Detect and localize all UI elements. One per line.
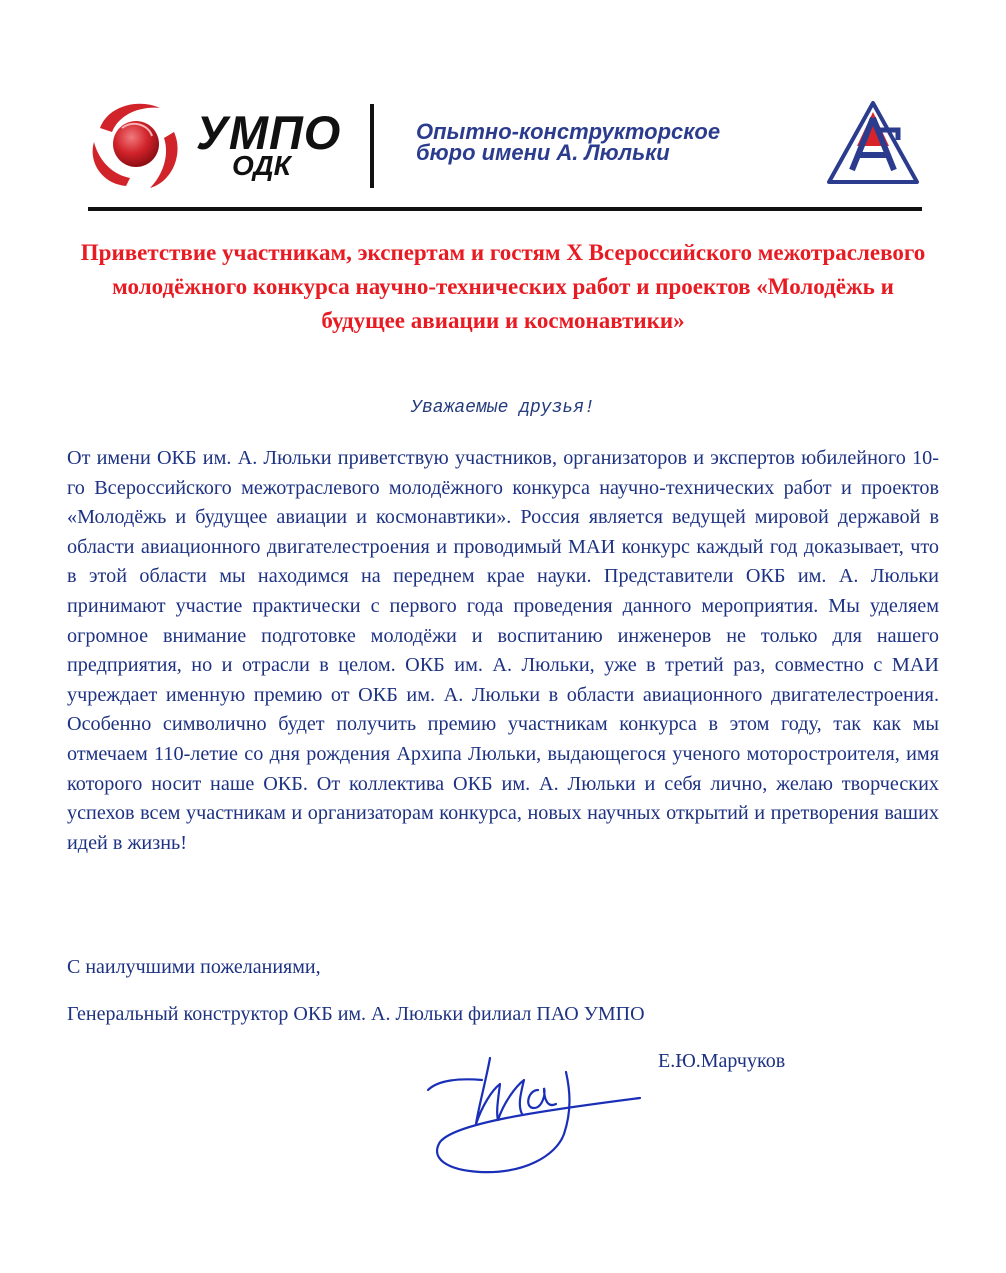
okb-name-line-2: бюро имени А. Люльки: [416, 140, 670, 165]
okb-name-line-1: Опытно-конструкторское: [416, 119, 721, 144]
signatory-position: Генеральный конструктор ОКБ им. А. Люльки филиал ПАО УМПО: [67, 1003, 645, 1025]
letter-body: От имени ОКБ им. А. Люльки приветствую участников, организаторов и экспертов юбилейного 10-го Всероссийского межотраслевого молодёжного конкурса научно-технических работ и проектов «Молодёжь и будущее авиации и космонавтики». Россия является ведущей мировой державой в области авиационного двигателестроения и проводимый МАИ конкурс каждый год доказывает, что в этой области мы находимся на переднем крае науки. Представители ОКБ им. А. Люльки принимают участие практически с первого года проведения данного мероприятия. Мы уделяем огромное внимание подготовке молодёжи и воспитанию инженеров не только для нашего предприятия, но и отрасли в целом. ОКБ им. А. Люльки, уже в третий раз, совместно с МАИ учреждает именную премию от ОКБ им. А. Люльки в области авиационного двигателестроения. Особенно символично будет получить премию участникам конкурса в этом году, так как мы отмечаем 110-летие со дня рождения Архипа Люльки, выдающегося ученого моторостроителя, имя которого носит наше ОКБ. От коллектива ОКБ им. А. Люльки и себя лично, желаю творческих успехов всем участникам и организаторам конкурса, новых научных открытий и претворения ваших идей в жизнь!: [67, 447, 939, 854]
letterhead-divider: [370, 104, 374, 188]
handwritten-signature-icon: [420, 1050, 650, 1180]
letterhead-rule: [88, 207, 922, 211]
umpo-swirl-logo-icon: [86, 98, 186, 190]
umpo-wordmark: УМПО: [196, 106, 342, 159]
signatory-name: Е.Ю.Марчуков: [658, 1050, 786, 1072]
okb-triangle-logo-icon: [826, 100, 920, 186]
letter-title: Приветствие участникам, экспертам и гостям X Всероссийского межотраслевого молодёжного конкурса научно-технических работ и проектов «Молодёжь и будущее авиации и космонавтики»: [80, 240, 926, 333]
odk-wordmark: ОДК: [232, 150, 291, 181]
salutation: Уважаемые друзья!: [411, 398, 595, 418]
letterhead: [0, 0, 1006, 215]
closing-line: С наилучшими пожеланиями,: [67, 956, 321, 978]
